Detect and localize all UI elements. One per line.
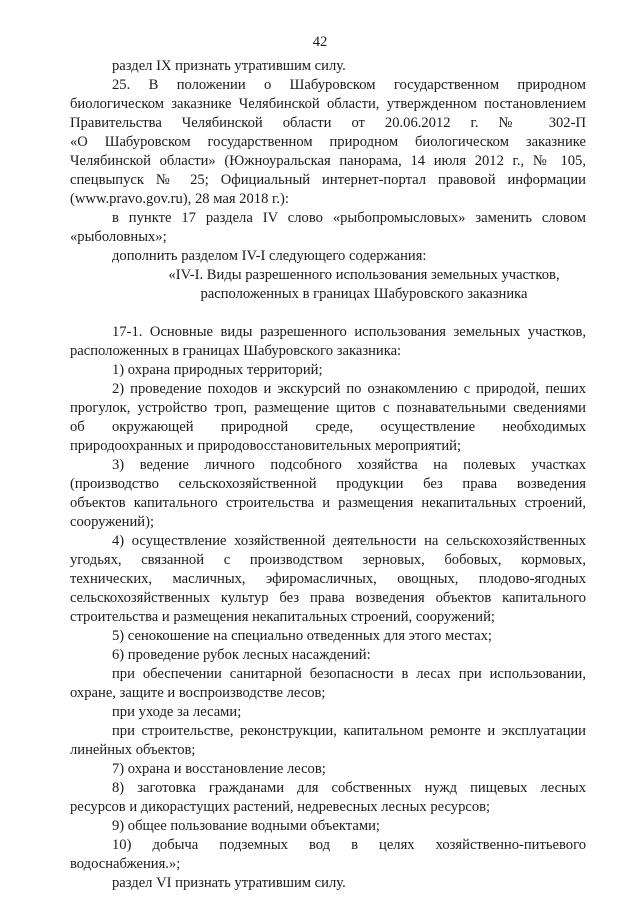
text-line: 8) заготовка гражданами для собственных нужд пищевых лесных [112,780,586,796]
section-heading [70,266,586,304]
text-line: технических, масличных, эфиромасличных, овощных, плодово-ягодных [70,571,586,587]
text-line: Челябинской области» (Южноуральская панорама, 14 июля 2012 г., № 105, [70,153,586,169]
text-line: природоохранных и природовосстановительных мероприятий; [70,438,462,454]
text-line: 3) ведение личного подсобного хозяйства на полевых участках [112,457,586,473]
text-line: 5) сенокошение на специально отведенных для этого местах; [112,628,492,644]
text-line: (www.pravo.gov.ru), 28 мая 2018 г.): [70,191,289,207]
text-line: при строительстве, реконструкции, капитальном ремонте и эксплуатации [112,723,586,739]
text-line: 6) проведение рубок лесных насаждений: [112,647,371,663]
text-line: 4) осуществление хозяйственной деятельности на сельскохозяйственных [112,533,586,549]
text-line: сооружений); [70,514,154,530]
spacer [70,304,586,323]
text-line: водоснабжения.»; [70,856,181,872]
text-line: ресурсов и дикорастущих растений, недревесных лесных ресурсов; [70,799,491,815]
text-line: угодьях, связанной с производством зерновых, бобовых, кормовых, [70,552,586,568]
text-line: в пункте 17 раздела IV слово «рыбопромысловых» заменить словом [112,210,586,226]
text-line: охране, защите и воспроизводстве лесов; [70,685,326,701]
text-line: Правительства Челябинской области от 20.06.2012 г. № 302-П [70,115,586,131]
text-line: прогулок, устройство троп, размещение щитов с познавательными сведениями [70,400,586,416]
text-line: строительства и размещения некапитальных строений, сооружений; [70,609,495,625]
text-line: при уходе за лесами; [112,704,242,720]
text-line: 9) общее пользование водными объектами; [112,818,380,834]
text-line: раздел IX признать утратившим силу. [112,58,346,74]
text-line: при обеспечении санитарной безопасности в лесах при использовании, [112,666,586,682]
text-line: 2) проведение походов и экскурсий по ознакомлению с природой, пеших [112,381,586,397]
text-line: раздел VI признать утратившим силу. [112,875,346,891]
text-line: 1) охрана природных территорий; [112,362,323,378]
text-line: «О Шабуровском государственном природном биологическом заказнике [70,134,586,150]
text-line: 17-1. Основные виды разрешенного использования земельных участков, [112,324,586,340]
document-body [70,57,586,893]
permitted-uses-list [70,323,586,893]
text-line: об окружающей природной среде, осуществление необходимых [70,419,586,435]
text-line: дополнить разделом IV-I следующего содержания: [112,248,427,264]
text-line: «рыболовных»; [70,229,167,245]
intro-section [70,57,586,266]
page-number: 42 [312,34,328,50]
text-line: линейных объектов; [70,742,196,758]
text-line: расположенных в границах Шабуровского заказника: [70,343,402,359]
text-line: биологическом заказнике Челябинской области, утвержденном постановлением [70,96,586,112]
text-line: объектов капитального строительства и размещения некапитальных строений, [70,495,586,511]
text-line: 25. В положении о Шабуровском государственном природном [112,77,586,93]
text-line: 10) добыча подземных вод в целях хозяйственно-питьевого [112,837,586,853]
text-line: спецвыпуск № 25; Официальный интернет-портал правовой информации [70,172,586,188]
text-line: (производство сельскохозяйственной продукции без права возведения [70,476,586,492]
section-heading-line: расположенных в границах Шабуровского заказника [200,286,528,302]
text-line: 7) охрана и восстановление лесов; [112,761,326,777]
text-line: сельскохозяйственных культур без права возведения объектов капитального [70,590,586,606]
section-heading-line: «IV-I. Виды разрешенного использования земельных участков, [168,267,560,283]
